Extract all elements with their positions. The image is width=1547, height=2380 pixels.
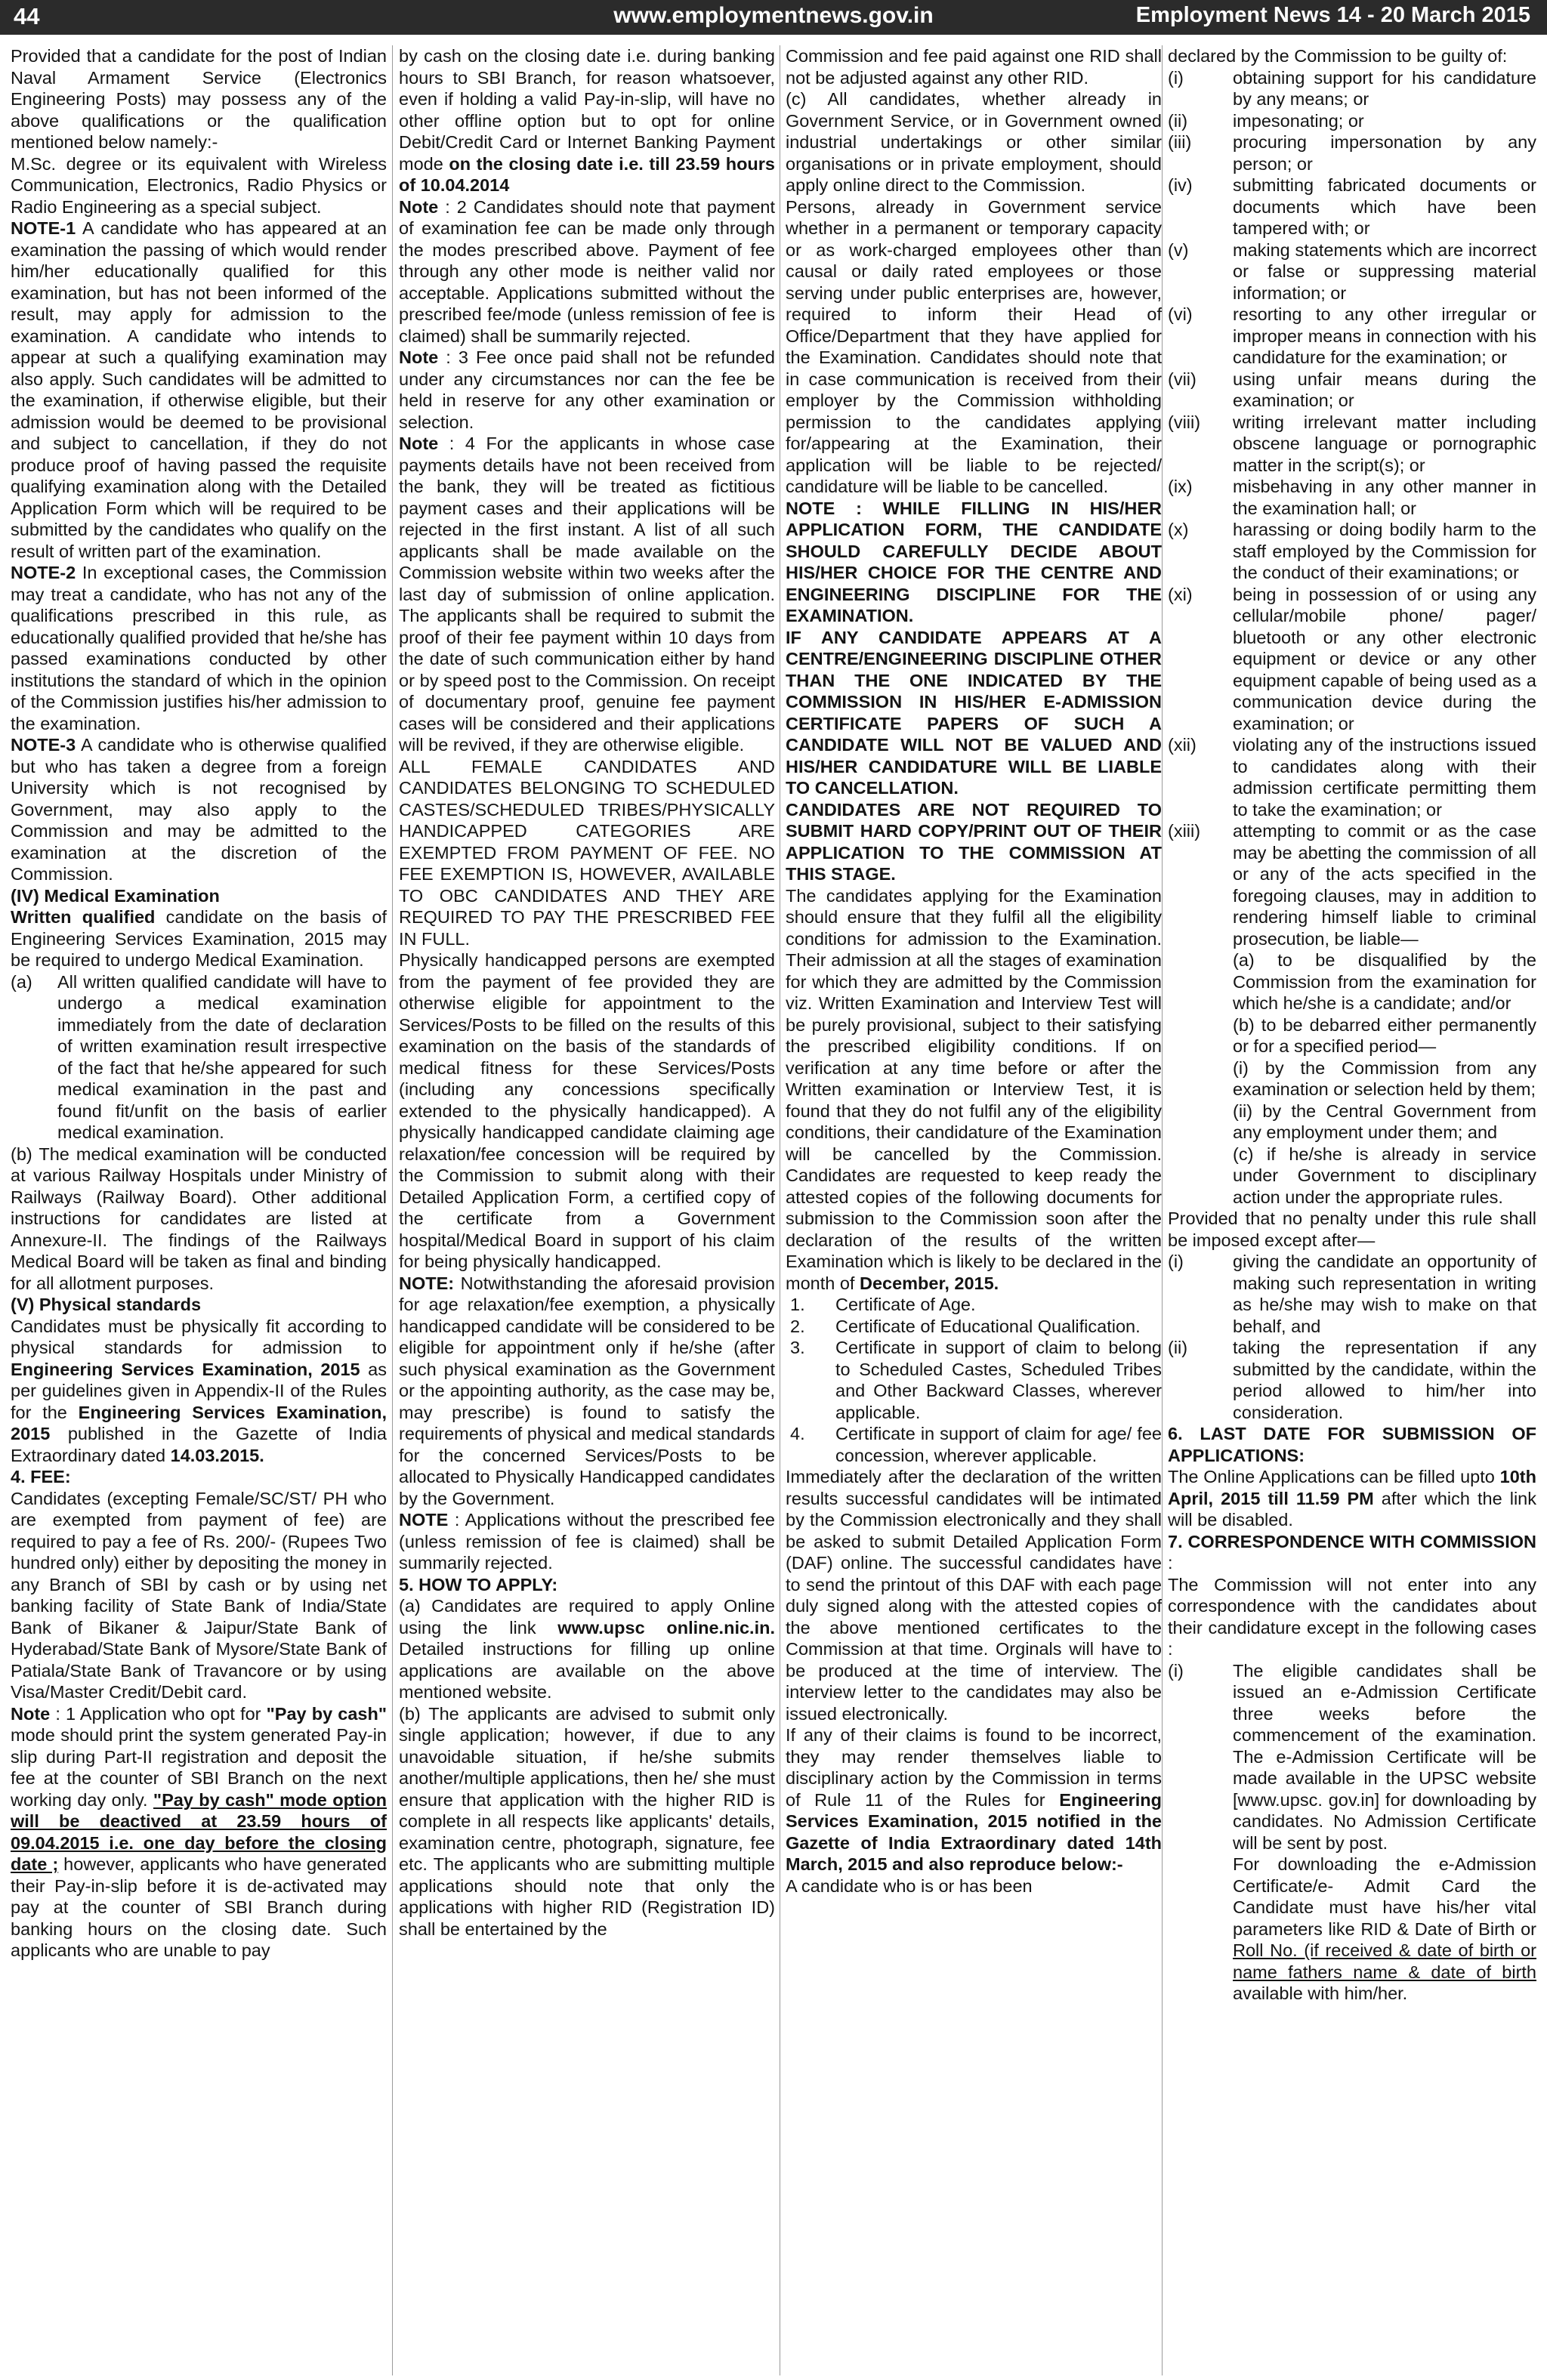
- sub-clause: (ii) by the Central Government from any employment under them; and: [1233, 1100, 1536, 1142]
- list-item: [1168, 1660, 1536, 2005]
- paragraph: Commission and fee paid against one RID shall not be adjusted against any other RID.: [786, 46, 1162, 88]
- note-label: NOTE-1: [11, 218, 76, 238]
- item-number: (x): [1168, 520, 1189, 539]
- bold-text: CANDIDATES ARE NOT REQUIRED TO SUBMIT HARD COPY/PRINT OUT OF THEIR APPLICATION TO THE COMMISSION AT THIS STAGE.: [786, 799, 1162, 884]
- bold-text: on the closing date i.e. till 23.59 hours of 10.04.2014: [399, 153, 775, 195]
- paragraph: [399, 45, 775, 196]
- section-heading: [399, 1574, 775, 1596]
- bold-notice: [786, 627, 1162, 799]
- list-item: [1168, 734, 1536, 820]
- item-text: resorting to any other irregular or improper means in connection with his candidature for the examination; or: [1233, 304, 1536, 367]
- item-text: procuring impersonation by any person; or: [1233, 132, 1536, 174]
- paragraph: M.Sc. degree or its equivalent with Wireless Communication, Electronics, Radio Physics or Radio Engineering as a special subject.: [11, 153, 387, 217]
- text: : 2 Candidates should note that payment of examination fee can be made only through the modes prescribed above. Payment of fee through any other mode is neither valid nor acceptable. Applications submitted without the prescribed fee/mode (unless remission of fee is claimed) shall be summarily rejected.: [399, 196, 775, 346]
- text: (a) Candidates are required to apply Online using the link: [399, 1596, 775, 1638]
- note-paragraph: [399, 196, 775, 347]
- bold-text: NOTE : WHILE FILLING IN HIS/HER APPLICATION FORM, THE CANDIDATE SHOULD CAREFULLY DECIDE ABOUT HIS/HER CHOICE FOR THE CENTRE AND ENGINEERING DISCIPLINE FOR THE EXAMINATION.: [786, 498, 1162, 625]
- note-label: Note: [399, 196, 439, 217]
- item-text: using unfair means during the examination; or: [1233, 369, 1536, 410]
- list-item: [1168, 239, 1536, 304]
- text: : 3 Fee once paid shall not be refunded under any circumstances nor can the fee be held in reserve for any other examination or selection.: [399, 347, 775, 432]
- paragraph: Provided that a candidate for the post of Indian Naval Armament Service (Electronics Engineering Posts) may possess any of the above qualifications or the qualification mentioned below namely:-: [11, 46, 387, 152]
- note-label: Note: [399, 434, 439, 453]
- paragraph: (b) The medical examination will be conducted at various Railway Hospitals under Ministry of Railways (Railway Board). Other additional instructions for candidates are listed at Annexure-II. The findings of the Railways Medical Board will be taken as final and binding for all allotment purposes.: [11, 1144, 387, 1293]
- paragraph: [786, 1724, 1162, 1875]
- section-heading: [11, 885, 387, 907]
- item-number: (vii): [1168, 369, 1197, 389]
- fee-heading: 4. FEE:: [11, 1467, 71, 1486]
- note-paragraph: [11, 1703, 387, 1962]
- paragraph: [11, 906, 387, 971]
- list-item: [786, 1294, 1162, 1316]
- item-text: taking the representation if any submitted by the candidate, within the period allowed to him/her into consideration.: [1233, 1338, 1536, 1422]
- column-divider: [392, 45, 393, 2375]
- paragraph: Provided that no penalty under this rule shall be imposed except after—: [1168, 1209, 1536, 1250]
- bold-text: Engineering Services Examination, 2015 notified in the Gazette of India Extraordinary dated 14th March, 2015 and also reproduce below:-: [786, 1789, 1162, 1874]
- list-item: [1168, 304, 1536, 369]
- list-item: [1168, 174, 1536, 239]
- note-paragraph: [399, 1273, 775, 1510]
- paragraph: Physically handicapped persons are exempted from the payment of fee provided they are otherwise eligible for appointment to the Services/Posts to be filled on the results of this examination on the basis of the standards of medical fitness for these Services/Posts (including any concessions specifically extended to the physically handicapped). A physically handicapped candidate claiming age relaxation/fee concession will be required by the Commission to submit along with their Detailed Application Form, a certified copy of the certificate from a Government hospital/Medical Board in support of his claim for being physically handicapped.: [399, 950, 775, 1271]
- sub-clause: (b) to be debarred either permanently or for a specified period—: [1233, 1014, 1536, 1056]
- item-number: (vi): [1168, 304, 1193, 324]
- text: as per guidelines given in Appendix-II of the Rules for the: [11, 1359, 387, 1422]
- item-text: obtaining support for his candidature by any means; or: [1233, 67, 1536, 109]
- paragraph: [1168, 1466, 1536, 1531]
- list-item: [1168, 131, 1536, 174]
- item-number: (xi): [1168, 584, 1193, 604]
- item-number: (ix): [1168, 477, 1193, 496]
- item-label: (a): [11, 971, 32, 992]
- text: after which the link will be disabled.: [1168, 1488, 1536, 1530]
- text: The candidates applying for the Examination should ensure that they fulfil all the eligibility conditions for admission to the Examination. Their admission at all the stages of examination for which they are admitted by the Commission viz. Written Examination and Interview Test will be purely provisional, subject to their satisfying the prescribed eligibility conditions. If on verification at any time before or after the Written examination or Interview Test, it is found that they do not fulfil any of the eligibility conditions, their candidature of the Examination will be cancelled by the Commission. Candidates are requested to keep ready the attested copies of the following documents for submission to the Commission soon after the declaration of the results of the written Examination which is likely to be declared in the month of: [786, 885, 1162, 1293]
- item-text: submitting fabricated documents or documents which have been tampered with; or: [1233, 175, 1536, 238]
- text: available with him/her.: [1233, 1983, 1408, 2003]
- note-label: NOTE:: [399, 1273, 455, 1293]
- note-label: NOTE: [399, 1510, 449, 1530]
- paragraph: The Commission will not enter into any correspondence with the candidates about their candidature except in the following cases :: [1168, 1574, 1536, 1659]
- paragraph: Persons, already in Government service whether in a permanent or temporary capacity or as work-charged employees other than causal or daily rated employees or those serving under public enterprises are, however, required to inform their Head of Office/Department that they have applied for the Examination. Candidates should note that in case communication is received from their employer by the Commission withholding permission to the candidates applying for/appearing at the Examination, their application will be liable to be rejected/ candidature will be liable to be cancelled.: [786, 196, 1162, 496]
- list-item: [1168, 820, 1536, 949]
- column-1: [11, 45, 387, 2375]
- text: The eligible candidates shall be issued an e-Admission Certificate three weeks before the commencement of the examination. The e-Admission Certificate will be made available in the UPSC website [www.upsc. gov.in] for downloading by candidates. No Admission Certificate will be sent by post.: [1233, 1660, 1536, 1853]
- note-label: NOTE-2: [11, 563, 76, 582]
- note-paragraph: [11, 734, 387, 885]
- item-text: attempting to commit or as the case may be abetting the commission of all or any of the acts specified in the foregoing clauses, may in addition to rendering himself liable to criminal prosecution, be liable—: [1233, 821, 1536, 949]
- bold-text: 14.03.2015.: [170, 1445, 264, 1465]
- section-heading: [11, 1294, 387, 1316]
- paragraph: (b) The applicants are advised to submit only single application; however, if due to any unavoidable situation, if he/she submits another/multiple applications, then he/ she must ensure that application with the higher RID is complete in all respects like applicants' details, examination centre, photograph, signature, fee etc. The applicants who are submitting multiple applications should note that only the applications with higher RID (Registration ID) shall be entertained by the: [399, 1703, 775, 1939]
- bold-text: Engineering Services Examination, 2015: [11, 1359, 360, 1379]
- item-number: (xiii): [1168, 821, 1201, 841]
- text: : Applications without the prescribed fee (unless remission of fee is claimed) shall be summarily rejected.: [399, 1510, 775, 1573]
- apply-heading: 5. HOW TO APPLY:: [399, 1574, 558, 1594]
- item-text: Certificate in support of claim for age/ fee concession, wherever applicable.: [835, 1424, 1162, 1465]
- list-item: [1168, 519, 1536, 584]
- paragraph: declared by the Commission to be guilty of:: [1168, 46, 1508, 66]
- page-header: [0, 0, 1547, 35]
- sub-clause: (a) to be disqualified by the Commission from the examination for which he/she is a candidate; and/or: [1233, 950, 1536, 1013]
- paragraph: [11, 1316, 387, 1467]
- note-text: In exceptional cases, the Commission may treat a candidate, who has not any of the qualifications prescribed in this rule, as educationally qualified provided that he/she has passed examinations conducted by other institutions the standard of which in the opinion of the Commission justifies his/her admission to the examination.: [11, 563, 387, 733]
- page-number: 44: [14, 3, 40, 29]
- bold-notice: [786, 799, 1162, 885]
- section-heading: [1168, 1423, 1536, 1466]
- list-item: [1168, 67, 1536, 110]
- text: Detailed instructions for filling up online applications are available on the above mentioned website.: [399, 1639, 775, 1702]
- text: candidate on the basis of Engineering Services Examination, 2015 may be required to undergo Medical Examination.: [11, 907, 387, 970]
- note-label: Note: [399, 347, 439, 367]
- item-text: Certificate of Educational Qualification.: [835, 1316, 1141, 1336]
- list-item: [1168, 476, 1536, 519]
- note-text: A candidate who is otherwise qualified but who has taken a degree from a foreign University which is not recognised by Government, may also apply to the Commission and may be admitted to the examination at the discretion of the Commission.: [11, 735, 387, 884]
- item-text: misbehaving in any other manner in the examination hall; or: [1233, 477, 1536, 518]
- section-heading: [11, 1466, 387, 1488]
- list-item: [1168, 584, 1536, 735]
- item-text: All written qualified candidate will have to undergo a medical examination immediately from the date of declaration of written examination result irrespective of the fact that he/she appeared for such medical examination in the past and found fit/unfit on the basis of earlier medical examination.: [57, 971, 387, 1142]
- publication-date: Employment News 14 - 20 March 2015: [1135, 3, 1530, 27]
- paragraph: ALL FEMALE CANDIDATES AND CANDIDATES BELONGING TO SCHEDULED CASTES/SCHEDULED TRIBES/PHYSICALLY HANDICAPPED CATEGORIES ARE EXEMPTED FROM PAYMENT OF FEE. NO FEE EXEMPTION IS, HOWEVER, AVAILABLE TO OBC CANDIDATES AND THEY ARE REQUIRED TO PAY THE PRESCRIBED FEE IN FULL.: [399, 756, 775, 949]
- bold-text: 10th April, 2015 till 11.59 PM: [1168, 1467, 1536, 1508]
- column-4: [1168, 45, 1536, 2375]
- item-number: (i): [1168, 1252, 1184, 1271]
- bold-text: "Pay by cash": [266, 1703, 387, 1724]
- item-text: giving the candidate an opportunity of making such representation in writing as he/she may wish to make on that behalf, and: [1233, 1252, 1536, 1336]
- item-text: Certificate in support of claim to belong to Scheduled Castes, Scheduled Tribes and Other Backward Classes, wherever applicable.: [835, 1338, 1162, 1422]
- item-number: 4.: [790, 1424, 805, 1443]
- paragraph: (c) All candidates, whether already in Government Service, or in Government owned industrial undertakings or other similar organisations or in private employment, should apply online direct to the Commission.: [786, 89, 1162, 195]
- text: however, applicants who have generated their Pay-in-slip before it is de-activated may pay at the counter of SBI Branch during banking hours on the closing date. Such applicants who are unable to pay: [11, 1854, 387, 1960]
- paragraph: [786, 885, 1162, 1295]
- bold-text: Engineering Services Examination, 2015: [11, 1402, 387, 1443]
- text: : 1 Application who opt for: [50, 1703, 267, 1724]
- column-3: [786, 45, 1162, 2375]
- list-item: [11, 971, 387, 1144]
- list-item: [786, 1423, 1162, 1466]
- item-number: (viii): [1168, 412, 1201, 432]
- item-number: (i): [1168, 67, 1184, 88]
- bold-notice: [786, 498, 1162, 627]
- item-number: (iii): [1168, 132, 1192, 152]
- note-label: NOTE-3: [11, 735, 76, 755]
- item-text: violating any of the instructions issued to candidates along with their admission certificate permitting them to take the examination; or: [1233, 735, 1536, 820]
- note-label: Note: [11, 1703, 51, 1724]
- item-text: making statements which are incorrect or false or suppressing material information; or: [1233, 239, 1536, 303]
- note-paragraph: [11, 562, 387, 734]
- item-number: (i): [1168, 1660, 1184, 1681]
- sub-clause: (i) by the Commission from any examination or selection held by them;: [1233, 1057, 1536, 1099]
- note-paragraph: [11, 218, 387, 562]
- website-link[interactable]: www.employmentnews.gov.in: [613, 3, 934, 28]
- list-item: [1168, 412, 1536, 477]
- text: by cash on the closing date i.e. during banking hours to SBI Branch, for reason whatsoever, even if holding a valid Pay-in-slip, will have no other offline option but to opt for online Debit/Credit Card or Internet Banking Payment mode: [399, 46, 775, 174]
- text: Candidates must be physically fit according to physical standards for admission to: [11, 1316, 387, 1357]
- apply-link[interactable]: www.upsc online.nic.in.: [557, 1617, 775, 1638]
- sub-clause: (c) if he/she is already in service under Government to disciplinary action under the appropriate rules.: [1233, 1144, 1536, 1207]
- item-text: writing irrelevant matter including obscene language or pornographic matter in the script(s); or: [1233, 412, 1536, 475]
- text: : 4 For the applicants in whose case payments details have not been received from the bank, they will be treated as fictitious payment cases and their applications will be rejected in the first instant. A list of all such applicants shall be made available on the Commission website within two weeks after the last day of submission of online application. The applicants shall be required to submit the proof of their fee payment within 10 days from the date of such communication either by hand or by speed post to the Commission. On receipt of documentary proof, genuine fee payment cases will be considered and their applications will be revived, if they are otherwise eligible.: [399, 434, 775, 755]
- list-item: [1168, 1251, 1536, 1337]
- last-date-heading: 6. LAST DATE FOR SUBMISSION OF APPLICATIONS:: [1168, 1424, 1536, 1465]
- paragraph: [399, 1595, 775, 1703]
- item-text: harassing or doing bodily harm to the staff employed by the Commission for the conduct of their examinations; or: [1233, 520, 1536, 582]
- note-paragraph: [399, 1509, 775, 1574]
- item-number: (ii): [1168, 1338, 1188, 1357]
- item-number: 1.: [790, 1295, 805, 1314]
- column-2: [399, 45, 775, 2375]
- note-paragraph: [399, 433, 775, 756]
- note-text: A candidate who has appeared at an examination the passing of which would render him/her educationally qualified for this examination, but has not been informed of the result, may apply for admission to the examination. A candidate who intends to appear at such a qualifying examination may also apply. Such candidates will be admitted to the examination, if otherwise eligible, but their admission would be deemed to be provisional and subject to cancellation, if they do not produce proof of having passed the requisite qualifying examination along with the Detailed Application Form which will be required to be submitted by the candidates who qualify on the result of written part of the examination.: [11, 218, 387, 561]
- item-number: (xii): [1168, 735, 1197, 755]
- bold-text: December, 2015.: [859, 1273, 999, 1293]
- column-divider: [1162, 45, 1163, 2375]
- item-number: 3.: [790, 1338, 805, 1357]
- item-number: (ii): [1168, 110, 1188, 131]
- text: If any of their claims is found to be incorrect, they may render themselves liable to disciplinary action by the Commission in terms of Rule 11 of the Rules for: [786, 1725, 1162, 1810]
- list-item: [786, 1337, 1162, 1423]
- note-paragraph: [399, 347, 775, 433]
- correspondence-heading: 7. CORRESPONDENCE WITH COMMISSION: [1168, 1531, 1536, 1551]
- text: The Online Applications can be filled upto: [1168, 1467, 1500, 1486]
- underlined-text: Roll No. (if received & date of birth or name fathers name & date of birth: [1233, 1940, 1536, 1982]
- list-item: [1168, 369, 1536, 412]
- bold-text: IF ANY CANDIDATE APPEARS AT A CENTRE/ENGINEERING DISCIPLINE OTHER THAN THE ONE INDICATED BY THE COMMISSION IN HIS/HER E-ADMISSION CERTIFICATE PAPERS OF SUCH A CANDIDATE WILL NOT BE VALUED AND HIS/HER CANDIDATURE WILL BE LIABLE TO CANCELLATION.: [786, 627, 1162, 798]
- item-text: Certificate of Age.: [835, 1295, 976, 1314]
- underlined-bold-text: "Pay by cash" mode option will be deactived at 23.59 hours of 09.04.2015 i.e. one day before the closing date ;: [11, 1789, 387, 1874]
- item-text: being in possession of or using any cellular/mobile phone/ pager/ bluetooth or any other electronic equipment or device or any other equipment capable of being used as a communication device during the examination; or: [1233, 584, 1536, 733]
- text: :: [1168, 1553, 1173, 1573]
- item-number: (v): [1168, 239, 1189, 260]
- item-text: impesonating; or: [1233, 110, 1364, 131]
- medical-heading: (IV) Medical Examination: [11, 885, 220, 906]
- text: For downloading the e-Admission Certificate/e- Admit Card the Candidate must have his/her vital parameters like RID & Date of Birth or: [1233, 1854, 1536, 1939]
- item-number: (iv): [1168, 175, 1193, 195]
- item-number: 2.: [790, 1316, 805, 1336]
- list-item: [786, 1316, 1162, 1338]
- text: Notwithstanding the aforesaid provision for age relaxation/fee exemption, a physically handicapped candidate will be considered to be eligible for appointment only if he/she (after such physical examination as the Government or the appointing authority, as the case may be, may prescribe) is found to satisfy the requirements of physical and medical standards for the concerned Services/Posts to be allocated to Physically Handicapped candidates by the Government.: [399, 1273, 775, 1508]
- physical-heading: (V) Physical standards: [11, 1295, 202, 1314]
- paragraph: Candidates (excepting Female/SC/ST/ PH who are exempted from payment of fee) are required to pay a fee of Rs. 200/- (Rupees Two hundred only) either by depositing the money in any Branch of SBI by cash or by using net banking facility of State Bank of India/State Bank of Bikaner & Jaipur/State Bank of Hyderabad/State Bank of Mysore/State Bank of Patiala/State Bank of Travancore or by using Visa/Master Credit/Debit card.: [11, 1488, 387, 1702]
- list-item: [1168, 110, 1536, 132]
- bold-text: Written qualified: [11, 907, 156, 927]
- list-item: [1168, 1337, 1536, 1423]
- text: mode should print the system generated Pay-in slip during Part-II registration and deposit the fee at the counter of SBI Branch on the next working day only.: [11, 1725, 387, 1810]
- text: published in the Gazette of India Extraordinary dated: [11, 1424, 387, 1465]
- paragraph: A candidate who is or has been: [786, 1875, 1033, 1896]
- section-heading: [1168, 1531, 1536, 1574]
- paragraph: Immediately after the declaration of the written results successful candidates will be intimated by the Commission electronically and they shall be asked to submit Detailed Application Form (DAF) online. The successful candidates have to send the printout of this DAF with each page duly signed along with the attested copies of the above mentioned certificates to the Commission at that time. Orginals will have to be produced at the time of interview. The interview letter to the candidates may also be issued electronically.: [786, 1467, 1162, 1724]
- item-text: [1233, 1660, 1536, 2005]
